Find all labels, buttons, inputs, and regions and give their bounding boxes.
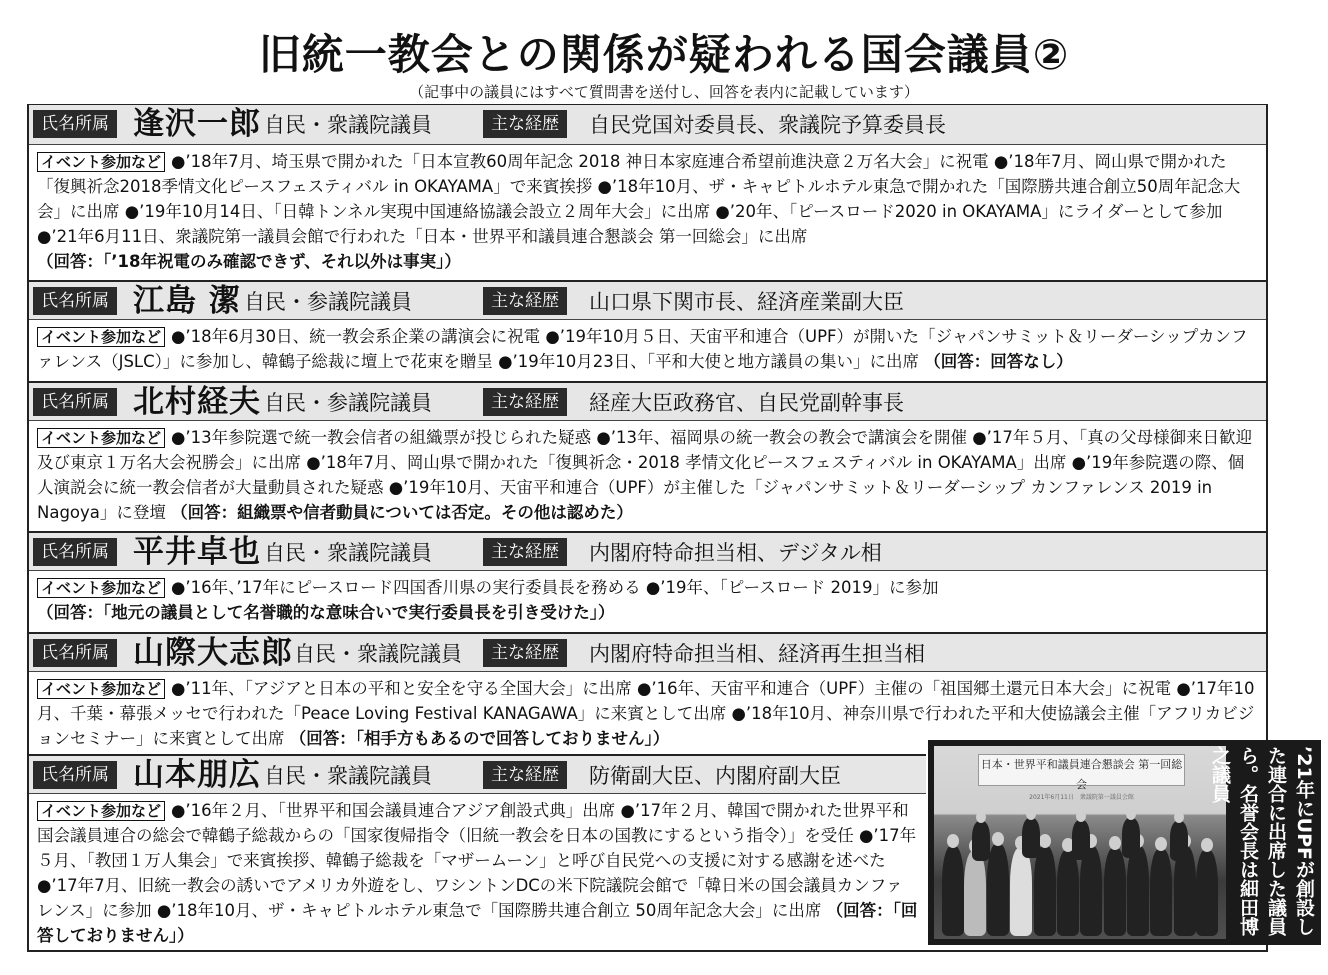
member-affiliation: 自民・衆議院議員 bbox=[264, 541, 432, 565]
member-header bbox=[29, 280, 1266, 320]
career-tag: 主な経歴 bbox=[483, 110, 567, 138]
affiliation-tag: 氏名所属 bbox=[33, 639, 117, 667]
photo-panel bbox=[928, 740, 1321, 945]
member-answer: （回答：組織票や信者動員については否定。その他は認めた） bbox=[171, 503, 633, 522]
member-name: 山際大志郎 bbox=[133, 635, 293, 671]
affiliation-tag: 氏名所属 bbox=[33, 287, 117, 315]
member-events: ●’16年、’17年にピースロード四国香川県の実行委員長を務める ●’19年、「ピースロード 2019」に参加 bbox=[171, 578, 939, 597]
member-career: 内閣府特命担当相、経済再生担当相 bbox=[589, 642, 925, 666]
affiliation-tag: 氏名所属 bbox=[33, 761, 117, 789]
member-events: ●’13年参院選で統一教会信者の組織票が投じられた疑惑 ●’13年、福岡県の統一教会の教会で講演会を開催 ●’17年５月、「真の父母様御来日歓迎及び東京１万名大会祝勝会」に出席 ●’18年7月、岡山県で開かれた「復興祈念・2018 孝情文化ピースフェスティバル in OKAYAMA」出席 ●’19年参院選の際、個人演説会に統一教会信者が大量動員された疑惑 ●’19年10月、天宙平和連合（UPF）が主催した「ジャパンサミット＆リーダーシップ カンファレンス 2019 in Nagoya」に登壇 bbox=[37, 428, 1253, 522]
events-tag: イベント参加など bbox=[37, 801, 165, 821]
member-career: 防衛副大臣、内閣府副大臣 bbox=[589, 764, 841, 788]
member-affiliation: 自民・参議院議員 bbox=[244, 290, 412, 314]
member-career: 山口県下関市長、経済産業副大臣 bbox=[589, 290, 904, 314]
member-body bbox=[29, 320, 1266, 380]
photo-people bbox=[942, 806, 1218, 936]
member-events: ●’11年、「アジアと日本の平和と安全を守る全国大会」に出席 ●’16年、天宙平和連合（UPF）主催の「祖国郷土還元日本大会」に祝電 ●’17年10月、千葉・幕張メッセで行われた「Peace Loving Festival KANAGAWA」に来賓として出席 ●’18年10月、神奈川県で行われた平和大使協議会主催「アフリカビジョンセミナー」に来賓として出席 bbox=[37, 679, 1255, 748]
member-answer: （回答：「地元の議員として名誉職的な意味合いで実行委員長を引き受けた」） bbox=[37, 603, 615, 622]
career-tag: 主な経歴 bbox=[483, 287, 567, 315]
page-title: 旧統一教会との関係が疑われる国会議員② bbox=[258, 30, 1070, 79]
member-entry bbox=[29, 381, 1266, 531]
group-photo bbox=[934, 746, 1226, 939]
member-answer: （回答：「回答しておりません」） bbox=[37, 901, 918, 945]
member-name: 逢沢一郎 bbox=[133, 106, 261, 142]
member-events: ●’18年6月30日、統一教会系企業の講演会に祝電 ●’19年10月５日、天宙平和連合（UPF）が開いた「ジャパンサミット＆リーダーシップカンファレンス（JSLC）」に参加し、韓鶴子総裁に壇上で花束を贈呈 ●’19年10月23日、「平和大使と地方議員の集い」に出席 bbox=[37, 327, 1248, 371]
member-header bbox=[29, 105, 1266, 145]
photo-banner-subtext: 2021年6月11日 衆議院第一議員会館 bbox=[1029, 794, 1134, 801]
member-header bbox=[29, 754, 926, 794]
events-tag: イベント参加など bbox=[37, 327, 165, 347]
member-career: 経産大臣政務官、自民党副幹事長 bbox=[589, 391, 904, 415]
affiliation-tag: 氏名所属 bbox=[33, 110, 117, 138]
member-entry bbox=[29, 754, 926, 946]
member-body bbox=[29, 421, 1266, 531]
events-tag: イベント参加など bbox=[37, 679, 165, 699]
photo-banner-text: 日本・世界平和議員連合懇談会 第一回総会 bbox=[980, 758, 1183, 791]
member-name: 北村経夫 bbox=[133, 384, 261, 420]
member-career: 自民党国対委員長、衆議院予算委員長 bbox=[589, 113, 946, 137]
member-entry bbox=[29, 105, 1266, 281]
member-entry bbox=[29, 632, 1266, 754]
photo-caption: ’21年にUPFが創設した連合に出席した議員ら。名誉会長は細田博之議員 bbox=[1209, 746, 1315, 936]
events-tag: イベント参加など bbox=[37, 578, 165, 598]
member-entry bbox=[29, 531, 1266, 632]
member-events: ●’18年7月、埼玉県で開かれた「日本宣教60周年記念 2018 神日本家庭連合希望前進決意２万名大会」に祝電 ●’18年7月、岡山県で開かれた「復興祈念2018季情文化ピースフェスティバル in OKAYAMA」で来賓挨拶 ●’18年10月、ザ・キャピトルホテル東急で開かれた「国際勝共連合創立50周年記念大会」に出席 ●’19年10月14日、「日韓トンネル実現中国連絡協議会設立２周年大会」に出席 ●’20年、「ピースロード2020 in OKAYAMA」にライダーとして参加 ●’21年6月11日、衆議院第一議員会館で行われた「日本・世界平和議員連合懇談会 第一回総会」に出席 bbox=[37, 152, 1241, 246]
member-name: 平井卓也 bbox=[133, 534, 261, 570]
member-affiliation: 自民・衆議院議員 bbox=[294, 642, 462, 666]
member-affiliation: 自民・参議院議員 bbox=[264, 391, 432, 415]
photo-banner bbox=[978, 754, 1185, 801]
member-events: ●’16年２月、「世界平和国会議員連合アジア創設式典」出席 ●’17年２月、韓国で開かれた世界平和国会議員連合の総会で韓鶴子総裁からの「国家復帰指令（旧統一教会を日本の国教にするという指令）」を受任 ●’17年５月、「教団１万人集会」で来賓挨拶、韓鶴子総裁を「マザームーン」と呼び自民党への支援に対する感謝を述べた ●’17年7月、旧統一教会の誘いでアメリカ外遊をし、ワシントンDCの米下院議院会館で「韓日米の国会議員カンファレンス」に参加 ●’18年10月、ザ・キャピトルホテル東急で「国際勝共連合創立 50周年記念大会」に出席 bbox=[37, 801, 917, 920]
page-subtitle: （記事中の議員にはすべて質問書を送付し、回答を表内に記載しています） bbox=[409, 83, 919, 101]
affiliation-tag: 氏名所属 bbox=[33, 538, 117, 566]
member-answer: （回答：回答なし） bbox=[924, 352, 1073, 371]
career-tag: 主な経歴 bbox=[483, 388, 567, 416]
member-entry bbox=[29, 280, 1266, 380]
member-answer: （回答：「’18年祝電のみ確認できず、それ以外は事実」） bbox=[37, 252, 461, 271]
member-name: 山本朋広 bbox=[133, 757, 261, 793]
career-tag: 主な経歴 bbox=[483, 761, 567, 789]
career-tag: 主な経歴 bbox=[483, 639, 567, 667]
member-career: 内閣府特命担当相、デジタル相 bbox=[589, 541, 882, 565]
events-tag: イベント参加など bbox=[37, 152, 165, 172]
member-name: 江島 潔 bbox=[133, 283, 241, 319]
member-header bbox=[29, 531, 1266, 571]
affiliation-tag: 氏名所属 bbox=[33, 388, 117, 416]
member-affiliation: 自民・衆議院議員 bbox=[264, 764, 432, 788]
events-tag: イベント参加など bbox=[37, 428, 165, 448]
member-header bbox=[29, 632, 1266, 672]
career-tag: 主な経歴 bbox=[483, 538, 567, 566]
member-body bbox=[29, 145, 1266, 281]
member-body bbox=[29, 571, 1266, 632]
member-affiliation: 自民・衆議院議員 bbox=[264, 113, 432, 137]
member-header bbox=[29, 381, 1266, 421]
member-body bbox=[29, 794, 926, 946]
member-answer: （回答：「相手方もあるので回答しておりません」） bbox=[289, 729, 670, 748]
